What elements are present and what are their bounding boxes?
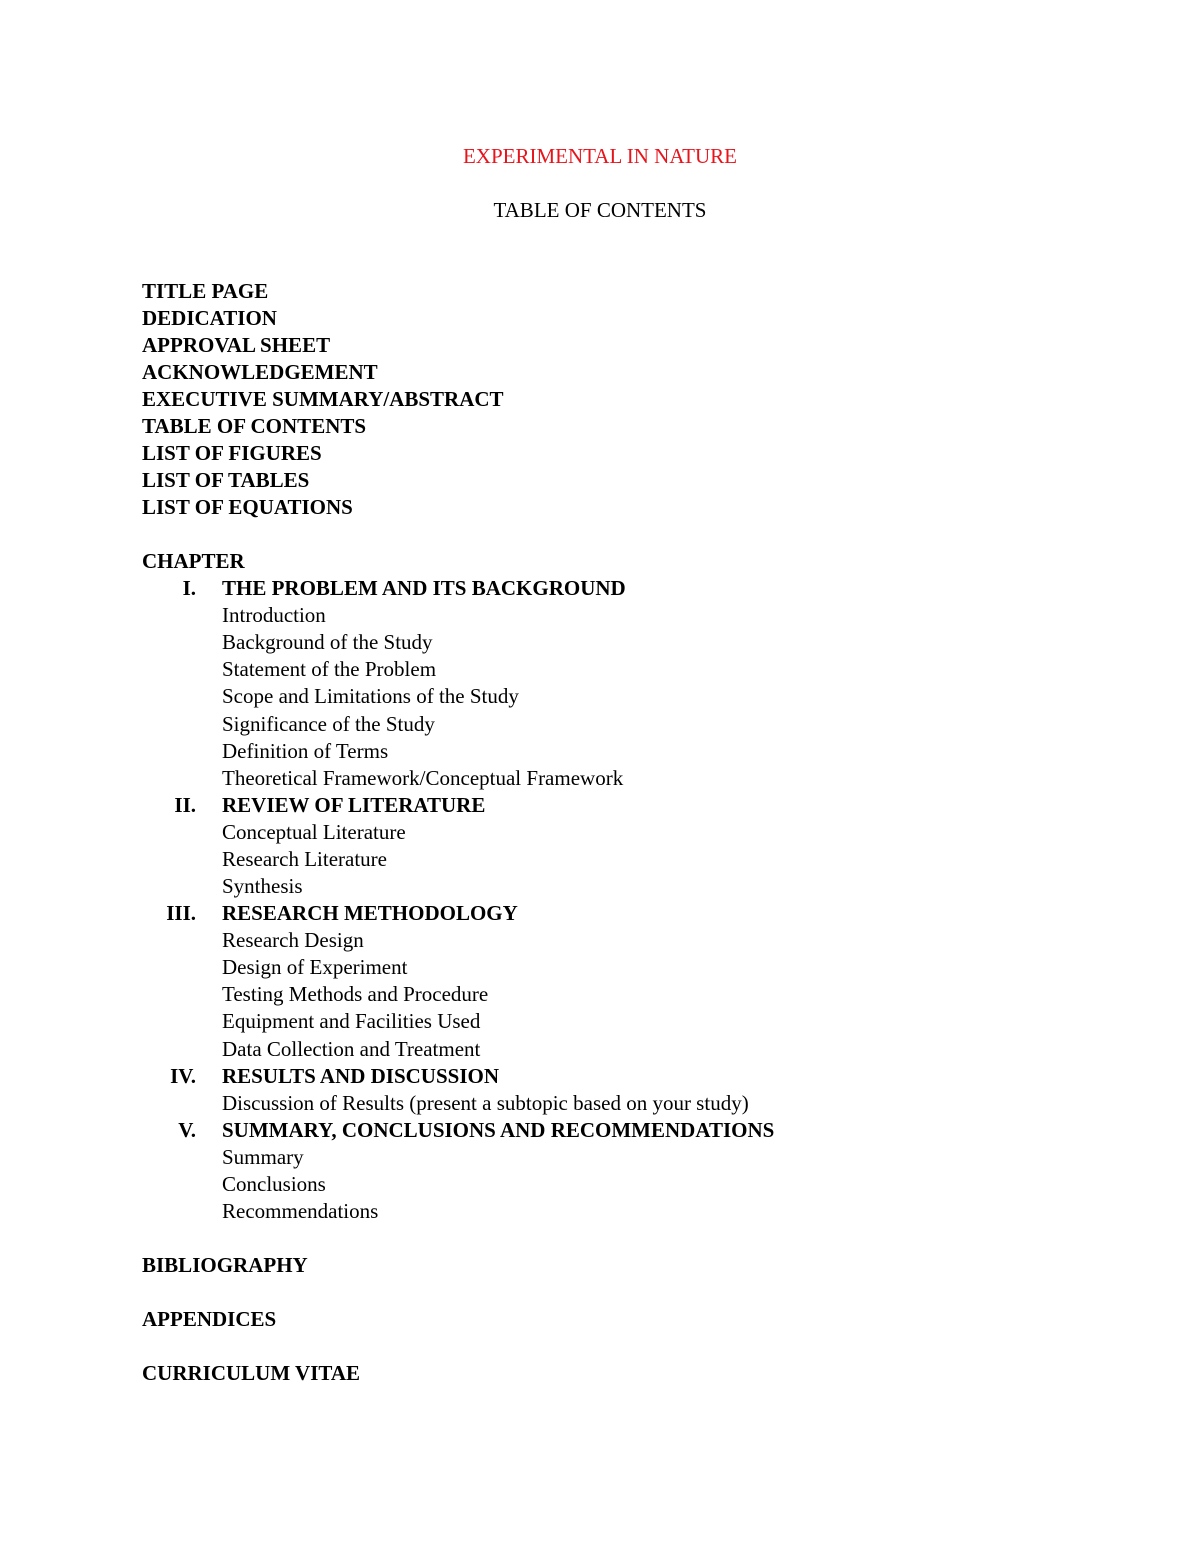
chapter-subtopic: Equipment and Facilities Used — [222, 1009, 481, 1033]
chapter-subtopic: Discussion of Results (present a subtopic based on your study) — [222, 1091, 749, 1115]
chapter-number: III. — [166, 901, 196, 925]
toc-entry-list-of-equations: LIST OF EQUATIONS — [142, 495, 353, 519]
toc-entry-curriculum-vitae: CURRICULUM VITAE — [142, 1361, 360, 1385]
toc-entry-list-of-tables: LIST OF TABLES — [142, 468, 310, 492]
toc-entry-acknowledgement: ACKNOWLEDGEMENT — [142, 360, 378, 384]
chapter-title: SUMMARY, CONCLUSIONS AND RECOMMENDATIONS — [222, 1118, 775, 1142]
chapter-number: V. — [178, 1118, 196, 1142]
toc-entry-appendices: APPENDICES — [142, 1307, 277, 1331]
chapter-subtopic: Statement of the Problem — [222, 657, 437, 681]
chapter-subtopic: Design of Experiment — [222, 955, 408, 979]
chapter-subtopic: Conclusions — [222, 1172, 326, 1196]
chapter-subtopic: Research Literature — [222, 847, 387, 871]
chapter-subtopic: Testing Methods and Procedure — [222, 982, 489, 1006]
chapter-subtopic: Conceptual Literature — [222, 820, 406, 844]
chapter-title: RESEARCH METHODOLOGY — [222, 901, 518, 925]
chapter-subtopic: Research Design — [222, 928, 364, 952]
chapter-subtopic: Data Collection and Treatment — [222, 1037, 481, 1061]
chapter-subtopic: Synthesis — [222, 874, 303, 898]
chapter-subtopic: Recommendations — [222, 1199, 379, 1223]
chapter-number: II. — [174, 793, 196, 817]
toc-entry-approval-sheet: APPROVAL SHEET — [142, 333, 331, 357]
chapter-number: I. — [182, 576, 196, 600]
chapter-title: THE PROBLEM AND ITS BACKGROUND — [222, 576, 626, 600]
toc-entry-dedication: DEDICATION — [142, 306, 277, 330]
chapter-title: REVIEW OF LITERATURE — [222, 793, 486, 817]
chapter-subtopic: Background of the Study — [222, 630, 433, 654]
chapter-subtopic: Introduction — [222, 603, 326, 627]
toc-entry-list-of-figures: LIST OF FIGURES — [142, 441, 322, 465]
chapter-label: CHAPTER — [142, 549, 245, 573]
toc-entry-title-page: TITLE PAGE — [142, 279, 269, 303]
chapter-subtopic: Theoretical Framework/Conceptual Framework — [222, 766, 624, 790]
chapter-subtopic: Scope and Limitations of the Study — [222, 684, 519, 708]
chapter-title: RESULTS AND DISCUSSION — [222, 1064, 499, 1088]
toc-entry-table-of-contents: TABLE OF CONTENTS — [142, 414, 367, 438]
toc-entry-bibliography: BIBLIOGRAPHY — [142, 1253, 308, 1277]
toc-entry-abstract: EXECUTIVE SUMMARY/ABSTRACT — [142, 387, 504, 411]
toc-heading: TABLE OF CONTENTS — [493, 198, 707, 222]
document-title: EXPERIMENTAL IN NATURE — [462, 144, 737, 168]
chapter-subtopic: Definition of Terms — [222, 739, 389, 763]
chapter-number: IV. — [170, 1064, 196, 1088]
chapter-subtopic: Summary — [222, 1145, 304, 1169]
chapter-subtopic: Significance of the Study — [222, 712, 435, 736]
